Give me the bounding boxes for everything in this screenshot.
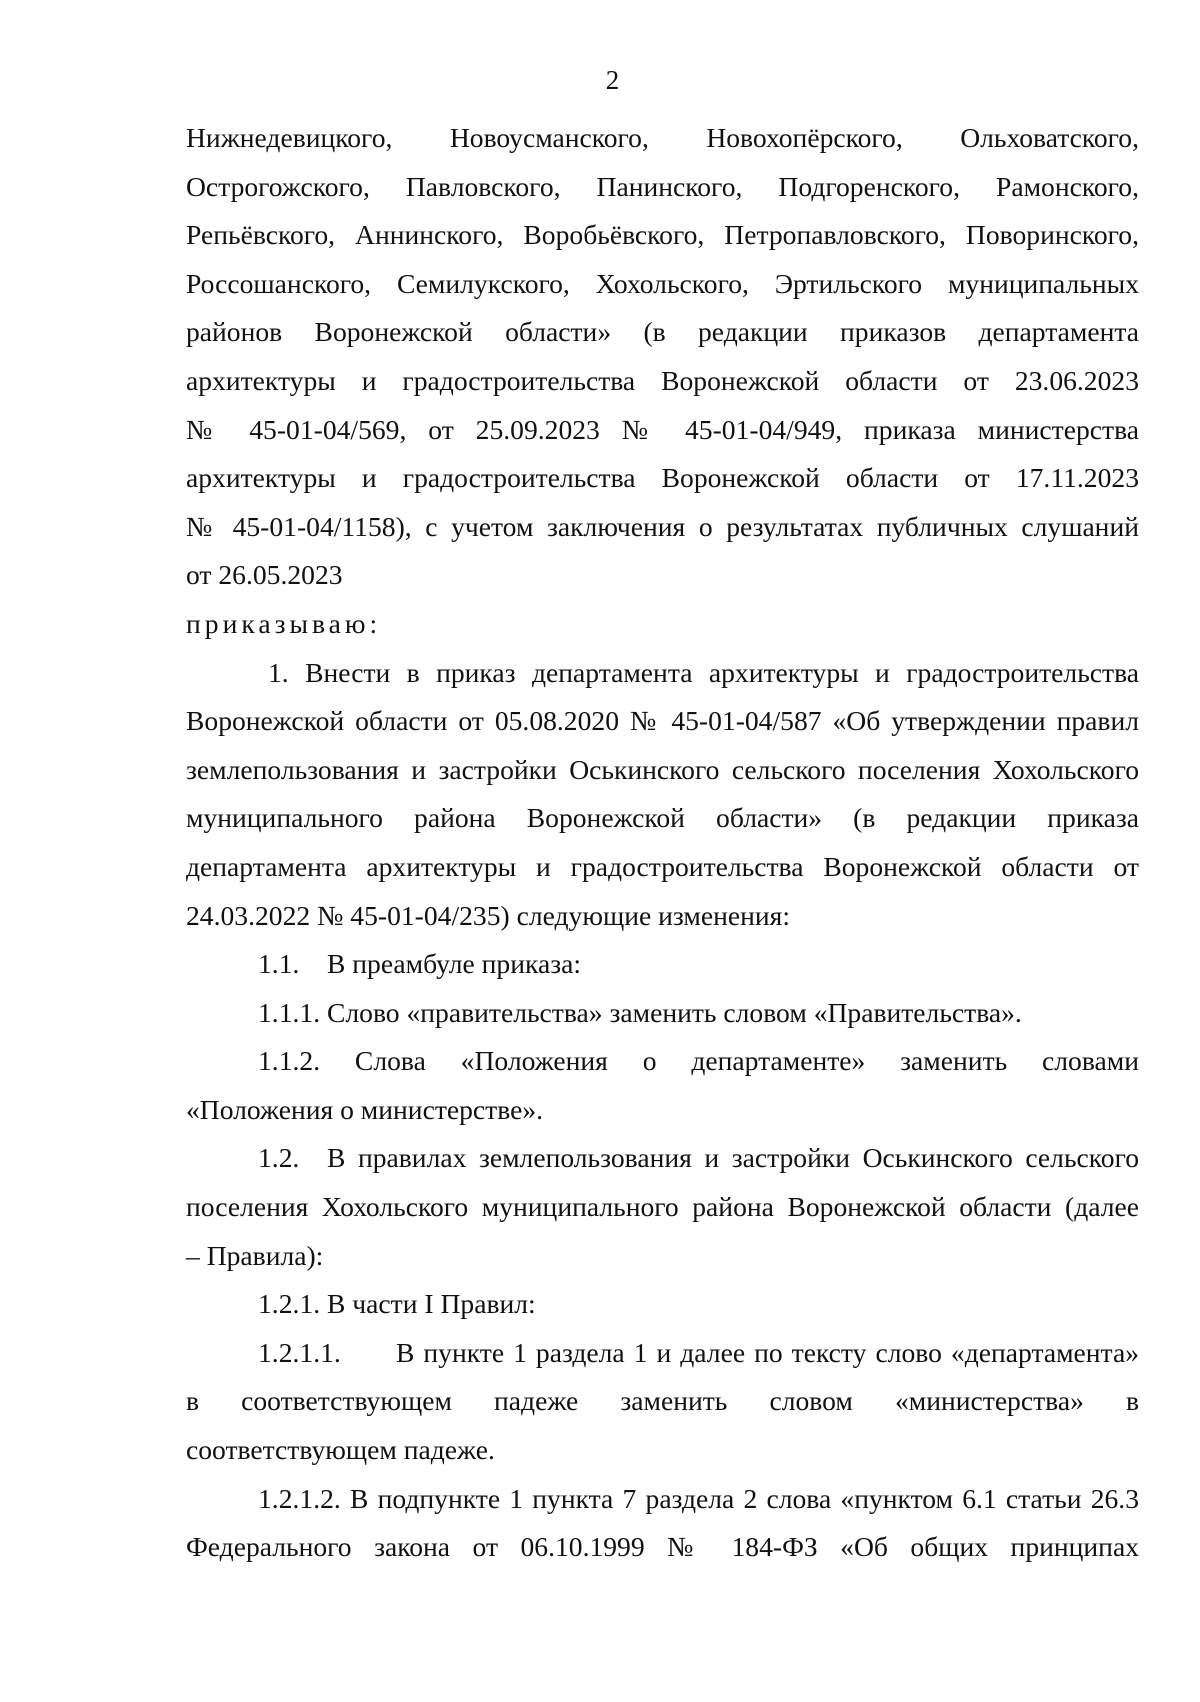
text-line: поселения Хохольского муниципального района Воронежской области (далее xyxy=(186,1191,1139,1223)
text-line: районов Воронежской области» (в редакции приказов департамента xyxy=(186,316,1139,348)
text-line: землепользования и застройки Оськинского сельского поселения Хохольского xyxy=(186,753,1139,785)
paragraph-item-1-2-1: 1.2.1. В части I Правил: xyxy=(258,1288,536,1320)
text-line: 1.2.1.1. В пункте 1 раздела 1 и далее по тексту слово «департамента» xyxy=(258,1336,1139,1368)
paragraph-item-1-1-2 xyxy=(186,1037,1139,1134)
text-line: Репьёвского, Аннинского, Воробьёвского, Петропавловского, Поворинского, xyxy=(186,219,1139,251)
page-number: 2 xyxy=(605,65,620,95)
text-line: архитектуры и градостроительства Воронежской области от 17.11.2023 xyxy=(186,462,1139,494)
text-line: Воронежской области от 05.08.2020 № 45-01-04/587 «Об утверждении правил xyxy=(186,705,1139,737)
text-line: архитектуры и градостроительства Воронежской области от 23.06.2023 xyxy=(186,364,1139,396)
text-line: Нижнедевицкого, Новоусманского, Новохопёрского, Ольховатского, xyxy=(186,122,1139,153)
text-line: 1.2. В правилах землепользования и застройки Оськинского сельского xyxy=(258,1142,1139,1174)
text-line: – Правила): xyxy=(186,1239,324,1271)
text-line: от 26.05.2023 xyxy=(186,559,343,591)
text-line: департамента архитектуры и градостроительства Воронежской области от xyxy=(186,850,1139,882)
text-line: Федерального закона от 06.10.1999 № 184-ФЗ «Об общих принципах xyxy=(186,1531,1139,1563)
text-line: № 45-01-04/1158), с учетом заключения о результатах публичных слушаний xyxy=(186,510,1139,542)
paragraph-item-1-2-1-1 xyxy=(186,1329,1139,1475)
document-body xyxy=(186,114,1139,1572)
text-line: Россошанского, Семилукского, Хохольского, Эртильского муниципальных xyxy=(186,267,1139,299)
text-line: 1. Внести в приказ департамента архитектуры и градостроительства xyxy=(268,656,1139,688)
text-line: № 45-01-04/569, от 25.09.2023 № 45-01-04/949, приказа министерства xyxy=(186,413,1139,445)
text-line: муниципального района Воронежской области» (в редакции приказа xyxy=(186,802,1139,834)
text-line: 1.1.2. Слова «Положения о департаменте» заменить словами xyxy=(258,1045,1139,1077)
text-line: «Положения о министерстве». xyxy=(186,1093,544,1125)
paragraph-item-1-1-1: 1.1.1. Слово «правительства» заменить словом «Правительства». xyxy=(258,996,1022,1028)
text-line: в соответствующем падеже заменить словом «министерства» в xyxy=(186,1385,1139,1417)
paragraph-preamble-continuation xyxy=(186,114,1139,600)
paragraph-item-1-2 xyxy=(186,1134,1139,1280)
text-line: 1.2.1.2. В подпункте 1 пункта 7 раздела 2 слова «пунктом 6.1 статьи 26.3 xyxy=(258,1482,1139,1514)
paragraph-item-1 xyxy=(186,649,1139,941)
order-word: приказываю: xyxy=(186,607,382,639)
paragraph-item-1-2-1-2 xyxy=(186,1475,1139,1572)
text-line: Острогожского, Павловского, Панинского, Подгоренского, Рамонского, xyxy=(186,170,1139,202)
paragraph-item-1-1: 1.1. В преамбуле приказа: xyxy=(258,948,582,980)
text-line: 24.03.2022 № 45-01-04/235) следующие изменения: xyxy=(186,899,791,931)
text-line: соответствующем падеже. xyxy=(186,1434,495,1466)
